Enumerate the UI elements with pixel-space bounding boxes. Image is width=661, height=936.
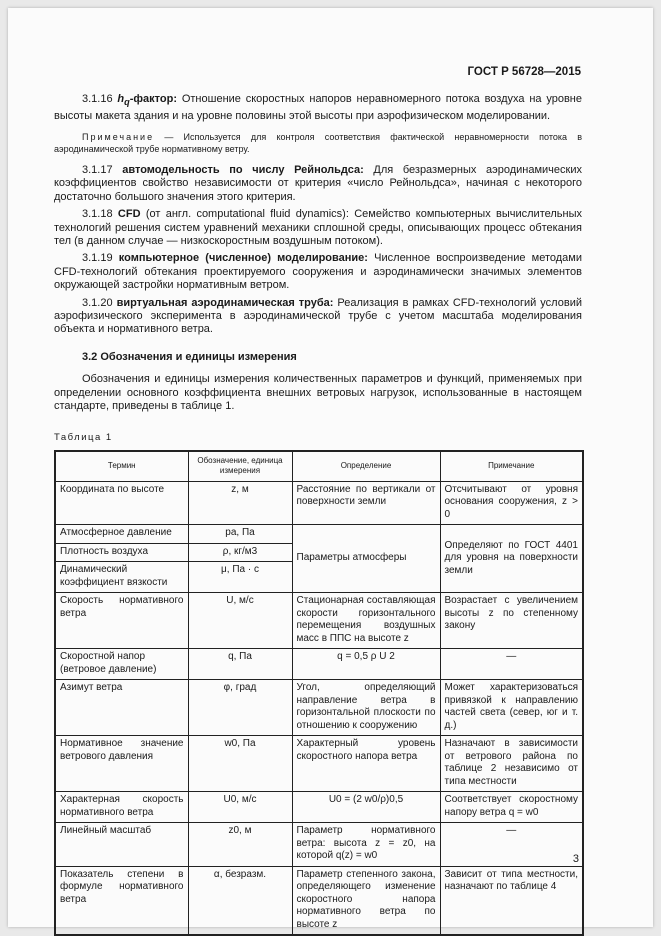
definition-3-1-18: 3.1.18 CFD (от англ. computational fluid dynamics): Семейство компьютерных вычислительных технологий решения систем уравнений механики сплошной среды, описывающих процесс обтекания тел (в данном случае — низкоскоростным воздушным потоком). <box>54 208 583 248</box>
table-row: Азимут ветра φ, град Угол, определяющий направление ветра в горизонтальной плоскости по отношению к сооружению Может характеризоваться привязкой к направлению частей света (север, юг и т. д.) <box>55 680 583 736</box>
definition-3-1-20: 3.1.20 виртуальная аэродинамическая труба: Реализация в рамках CFD-технологий условий аэрофизического эксперимента в аэродинамической трубе с учетом масштаба моделирования объекта и нормативного ветра. <box>54 296 582 336</box>
symbols-table <box>54 450 584 936</box>
note: Примечание — Используется для контроля соответствия фактической неравномерности потока в аэродинамической трубе нормативному ветру. <box>54 132 582 154</box>
definition-3-1-17: 3.1.17 автомодельность по числу Рейнольдса: Для безразмерных аэродинамических коэффициентов свойство независимости от критерия «число Рейнольдса», начиная с некоторого достаточно большого значения этого критерия. <box>54 164 582 203</box>
table-row: Динамический коэффициент вязкости μ, Па · с <box>55 562 583 593</box>
document-page <box>8 8 653 930</box>
page-number: 3 <box>572 853 579 865</box>
table-row: Линейный масштаб z0, м Параметр нормативного ветра: высота z = z0, на которой q(z) = w0 — <box>55 823 583 867</box>
table-row: Атмосферное давление pa, Па Параметры атмосферы Определяют по ГОСТ 4401 для уровня на поверхности земли <box>55 525 583 544</box>
header-term: Термин <box>55 451 188 482</box>
header-symbol: Обозначение, единица измерения <box>188 451 292 482</box>
table-row: Скорость нормативного ветра U, м/с Стационарная составляющая скорости горизонтального перемещения воздушных масс в ППС на высоте z Возрастает с увеличением высоты z по степенному закону <box>55 593 583 649</box>
table-caption: Таблица 1 <box>54 431 113 443</box>
document-body <box>54 93 582 936</box>
table-row: Координата по высоте z, м Расстояние по вертикали от поверхности земли Отсчитывают от уровня основания сооружения, z > 0 <box>55 481 583 525</box>
section-heading: 3.2 Обозначения и единицы измерения <box>82 350 297 363</box>
header-definition: Определение <box>292 451 440 482</box>
table-row: Скоростной напор (ветровое давление) q, Па q = 0,5 ρ U 2 — <box>55 649 583 680</box>
definition-3-1-16: 3.1.16 $h_q$-фактор: Отношение скоростных напоров неравномерного потока воздуха на уровне высоты макета здания и на уровне половины этой высоты при аэрофизическом моделировании. <box>54 93 582 122</box>
row-symbol: z, м <box>231 483 249 495</box>
header-note: Примечание <box>440 451 583 482</box>
standard-id: ГОСТ Р 56728—2015 <box>467 66 581 78</box>
table-header-row <box>55 451 583 482</box>
definition-3-1-19: 3.1.19 компьютерное (численное) моделирование: Численное воспроизведение методами CFD-технологий обтекания проектируемого сооружения и аэродинамически значимых элементов окружающей застройки нормативным ветром. <box>54 252 582 292</box>
table-row: Показатель степени в формуле нормативного ветра α, безразм. Параметр степенного закона, определяющего изменение скоростного напора нормативного ветра по высоте z Зависит от типа местности, назначают по таблице 4 <box>55 866 583 935</box>
table-row: Плотность воздуха ρ, кг/м3 <box>55 543 583 562</box>
table-row: Нормативное значение ветрового давления w0, Па Характерный уровень скоростного напора ветра Назначают в зависимости от ветрового района по таблице 2 независимо от типа местности <box>55 736 583 792</box>
table-row: Характерная скорость нормативного ветра U0, м/с U0 = (2 w0/ρ)0,5 Соответствует скоростному напору ветра q = w0 <box>55 792 583 823</box>
section-intro: Обозначения и единицы измерения количественных параметров и функций, применяемых при определении основного коэффициента внешних ветровых нагрузок, использованные в настоящем стандарте, приведены в таблице 1. <box>54 373 582 413</box>
